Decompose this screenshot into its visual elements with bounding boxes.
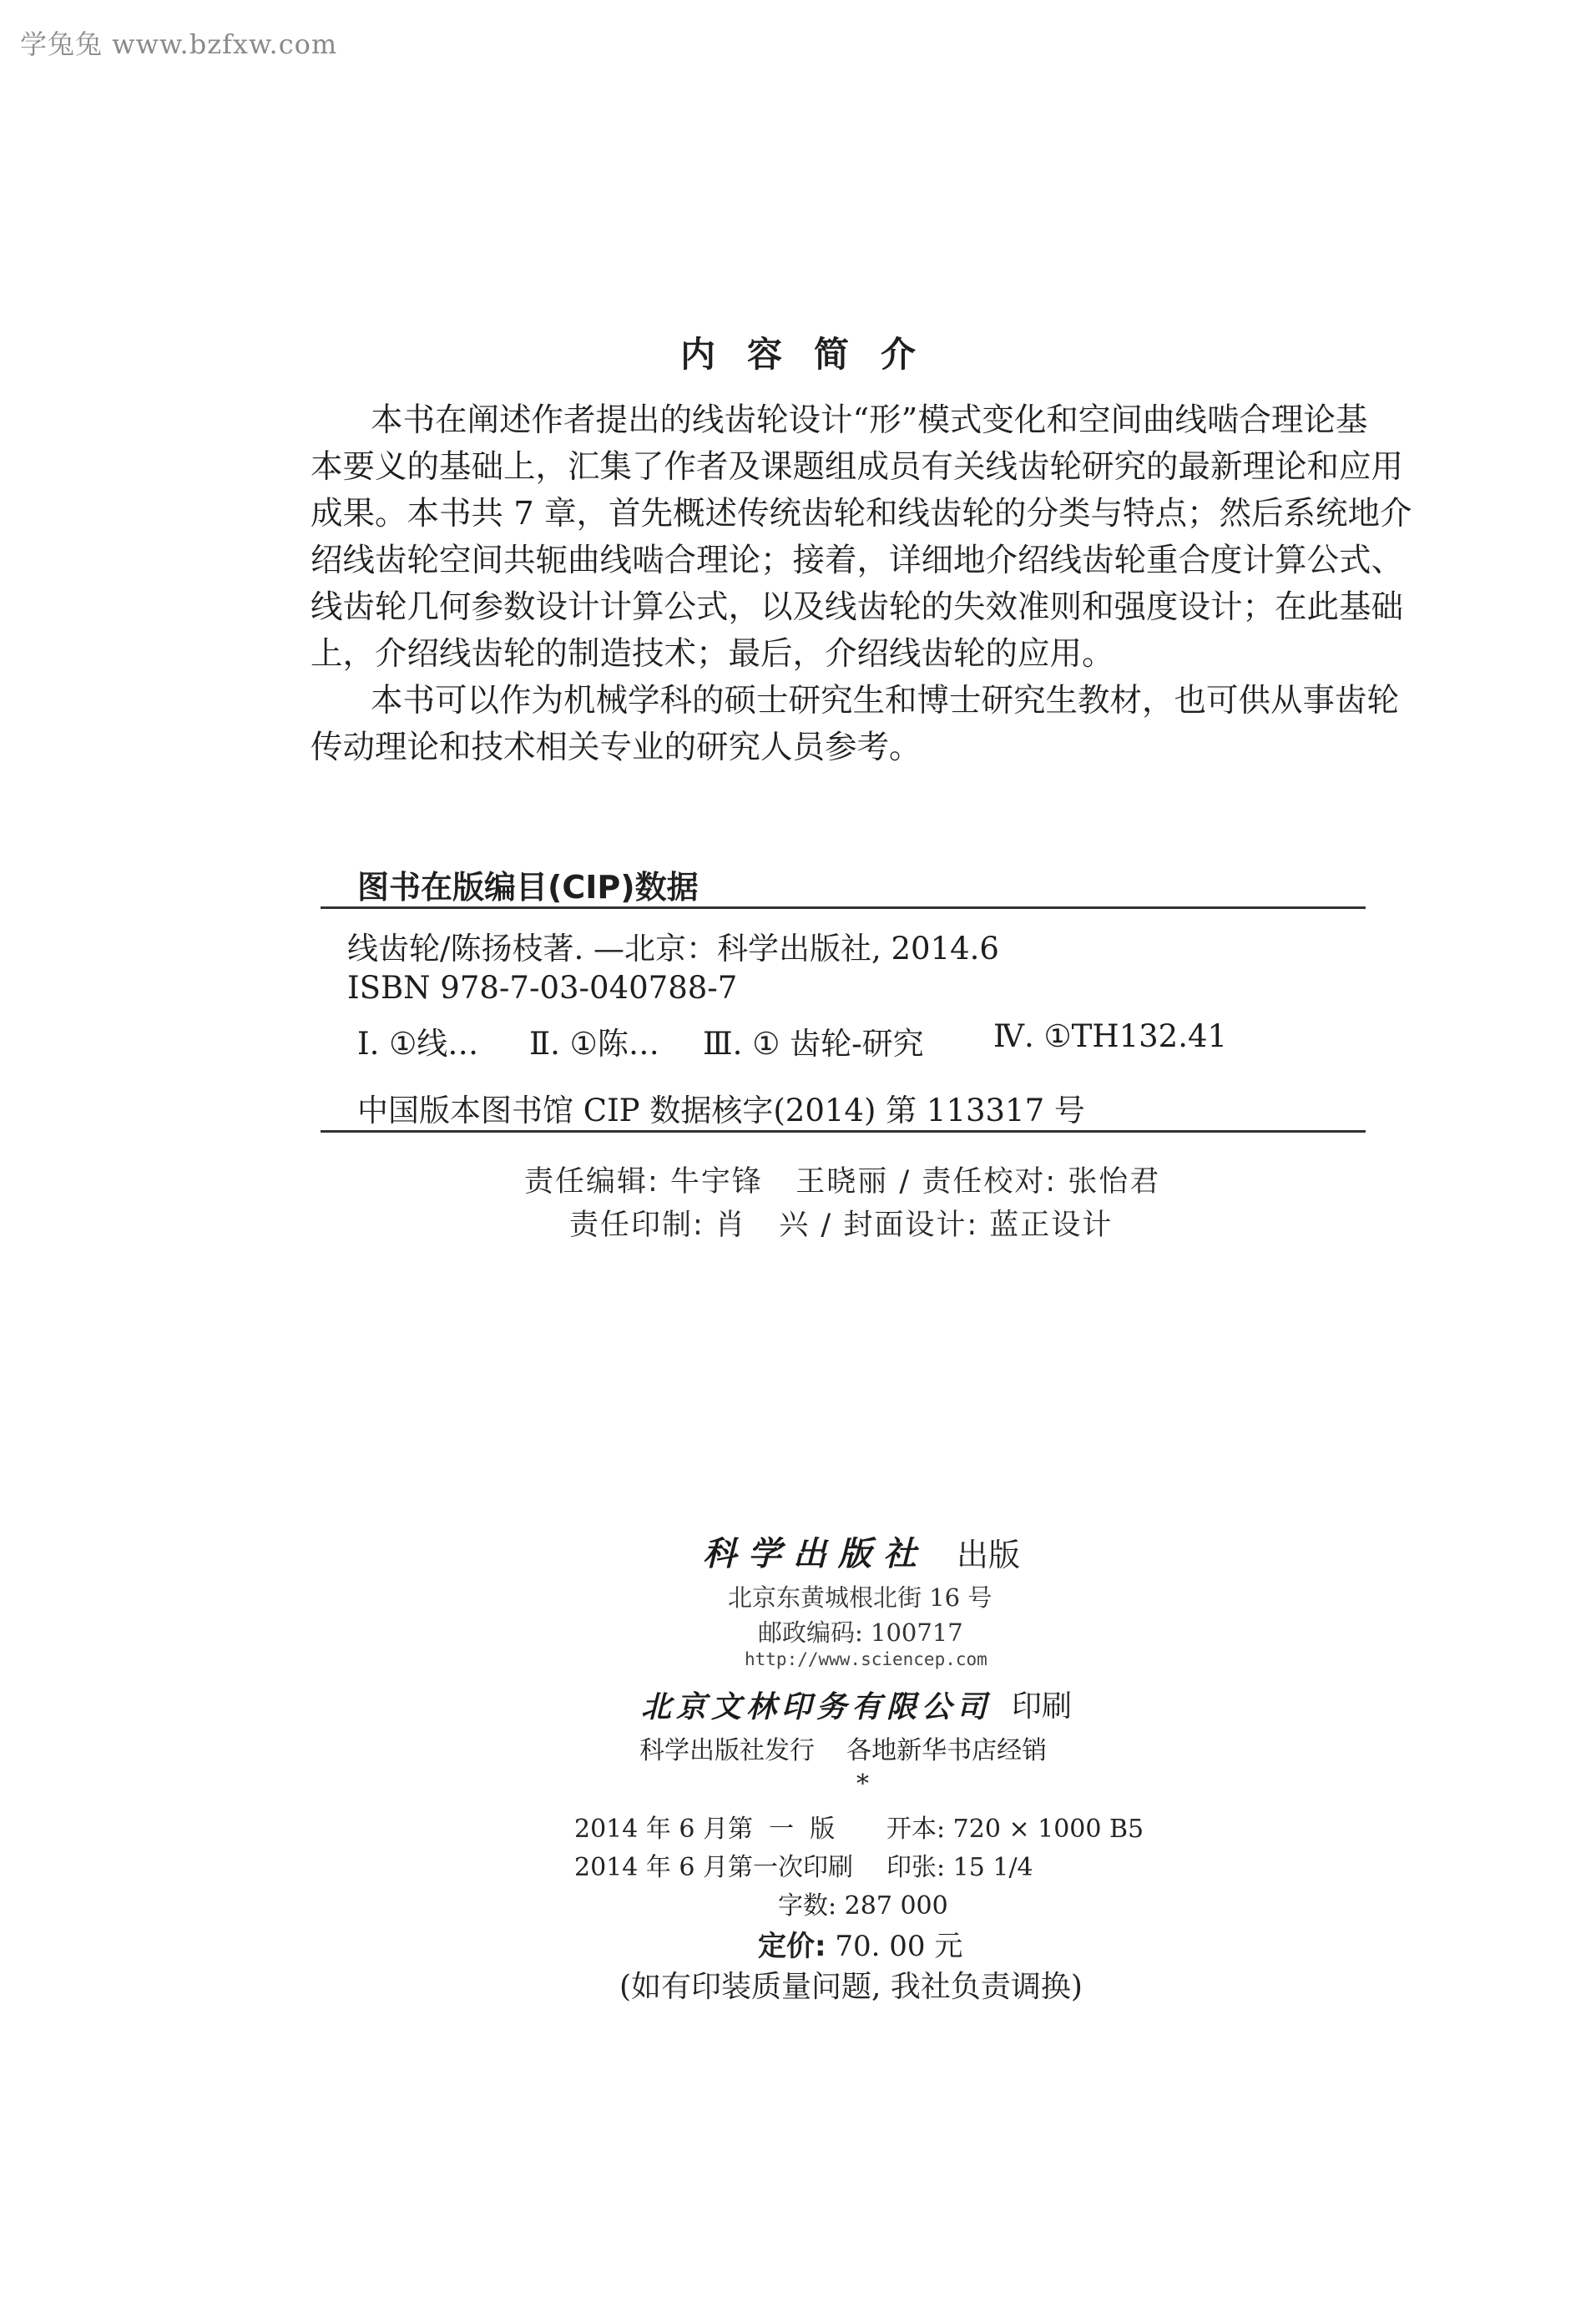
intro-paragraph-line: 传动理论和技术相关专业的研究人员参考。 bbox=[311, 729, 922, 766]
price-label: 定价: bbox=[758, 1930, 826, 1963]
cip-class-1: Ⅰ. ①线… bbox=[357, 1026, 479, 1062]
credits-line-editors: 责任编辑: 牛宇锋 王晓丽 / 责任校对: 张怡君 bbox=[524, 1165, 1161, 1199]
intro-paragraph-line: 本书可以作为机械学科的硕士研究生和博士研究生教材，也可供从事齿轮 bbox=[371, 682, 1400, 719]
intro-paragraph-line: 上，介绍线齿轮的制造技术；最后，介绍线齿轮的应用。 bbox=[311, 635, 1114, 673]
cip-header: 图书在版编目(CIP)数据 bbox=[357, 869, 699, 906]
credits-line-production: 责任印制: 肖 兴 / 封面设计: 蓝正设计 bbox=[569, 1209, 1114, 1242]
word-count: 字数: 287 000 bbox=[778, 1891, 948, 1921]
quality-note: (如有印装质量问题, 我社负责调换) bbox=[619, 1970, 1083, 2004]
printer-name: 北京文林印务有限公司 bbox=[641, 1689, 992, 1724]
cip-isbn: ISBN 978-7-03-040788-7 bbox=[347, 970, 738, 1006]
intro-paragraph-line: 本书在阐述作者提出的线齿轮设计“形”模式变化和空间曲线啮合理论基 bbox=[371, 401, 1368, 439]
intro-title: 内容简介 bbox=[679, 334, 947, 375]
cip-class-2: Ⅱ. ①陈… bbox=[529, 1026, 659, 1062]
publisher-postcode: 邮政编码: 100717 bbox=[758, 1618, 963, 1647]
publisher-name: 科学出版社 bbox=[703, 1534, 928, 1573]
printer-action: 印刷 bbox=[1012, 1689, 1073, 1724]
format-line: 开本: 720 × 1000 B5 bbox=[886, 1815, 1144, 1844]
intro-paragraph-line: 本要义的基础上，汇集了作者及课题组成员有关线齿轮研究的最新理论和应用 bbox=[311, 448, 1404, 486]
cip-record-number: 中国版本图书馆 CIP 数据核字(2014) 第 113317 号 bbox=[357, 1093, 1085, 1128]
publisher-url: http://www.sciencep.com bbox=[745, 1649, 987, 1669]
intro-paragraph-line: 绍线齿轮空间共轭曲线啮合理论；接着，详细地介绍线齿轮重合度计算公式、 bbox=[311, 542, 1404, 579]
publisher-address: 北京东黄城根北街 16 号 bbox=[728, 1583, 992, 1612]
separator-star: * bbox=[856, 1769, 869, 1799]
intro-paragraph-line: 线齿轮几何参数设计计算公式，以及线齿轮的失效准则和强度设计；在此基础 bbox=[311, 588, 1404, 626]
sheets-line: 印张: 15 1/4 bbox=[886, 1853, 1033, 1882]
publisher-action: 出版 bbox=[957, 1537, 1021, 1573]
intro-paragraph-line: 成果。本书共 7 章，首先概述传统齿轮和线齿轮的分类与特点；然后系统地介 bbox=[311, 495, 1412, 533]
printing-line: 2014 年 6 月第一次印刷 bbox=[574, 1853, 854, 1882]
cip-top-rule bbox=[321, 906, 1366, 909]
price-line bbox=[758, 1923, 962, 1964]
cip-bottom-rule bbox=[321, 1130, 1366, 1133]
cip-title-line: 线齿轮/陈扬枝著. —北京：科学出版社, 2014.6 bbox=[347, 931, 999, 967]
cip-class-4: Ⅳ. ①TH132.41 bbox=[993, 1018, 1228, 1054]
edition-line: 2014 年 6 月第 一 版 bbox=[574, 1815, 836, 1844]
watermark-text: 学兔兔 www.bzfxw.com bbox=[20, 28, 338, 60]
cip-class-3: Ⅲ. ① 齿轮-研究 bbox=[703, 1026, 924, 1062]
price-value: 70. 00 元 bbox=[826, 1930, 963, 1963]
distribution-line: 科学出版社发行 各地新华书店经销 bbox=[639, 1736, 1048, 1765]
